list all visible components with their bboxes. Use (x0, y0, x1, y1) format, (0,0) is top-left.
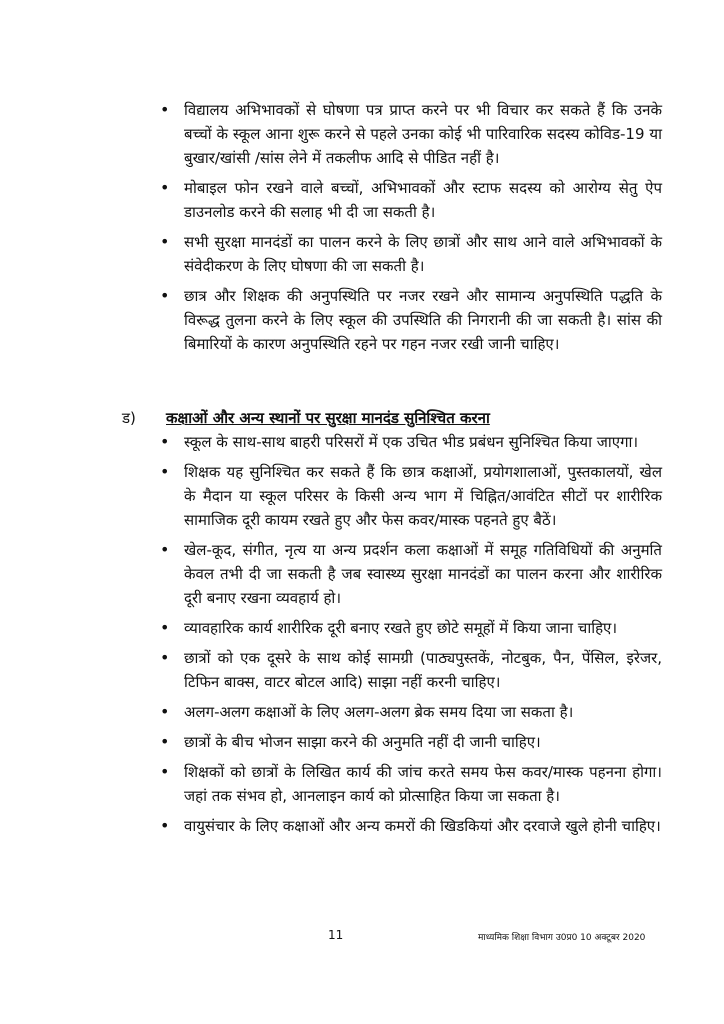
page-number: 11 (328, 928, 344, 942)
list-item: • व्यावहारिक कार्य शारीरिक दूरी बनाए रखते हुए छोटे समूहों में किया जाना चाहिए। (156, 616, 662, 640)
list-item: • विद्यालय अभिभावकों से घोषणा पत्र प्राप्त करने पर भी विचार कर सकते हैं कि उनके बच्चों के स्कूल आना शुरू करने से पहले उनका कोई भी पारिवारिक सदस्य कोविड-19 या बुखार/खांसी /सांस लेने में तकलीफ आदि से पीडित नहीं है। (156, 98, 662, 170)
footer-department: माध्यमिक शिक्षा विभाग उ0प्र0 10 अक्टूबर 2020 (478, 933, 646, 943)
list-item: • वायुसंचार के लिए कक्षाओं और अन्य कमरों की खिडकियां और दरवाजे खुले होनी चाहिए। (156, 814, 662, 838)
list-item: • शिक्षक यह सुनिश्चित कर सकते हैं कि छात्र कक्षाओं, प्रयोगशालाओं, पुस्तकालयों, खेल के मैदान या स्कूल परिसर के किसी अन्य भाग में चिह्नित/आवंटित सीटों पर शारीरिक सामाजिक दूरी कायम रखते हुए और फेस कवर/मास्क पहनते हुए बैठें। (156, 460, 662, 532)
list-item: • खेल-कूद, संगीत, नृत्य या अन्य प्रदर्शन कला कक्षाओं में समूह गतिविधियों की अनुमति केवल तभी दी जा सकती है जब स्वास्थ्य सुरक्षा मानदंडों का पालन करना और शारीरिक दूरी बनाए रखना व्यवहार्य हो। (156, 538, 662, 610)
section-heading: कक्षाओं और अन्य स्थानों पर सुरक्षा मानदंड सुनिश्चित करना (166, 409, 490, 427)
section-marker: ड) (122, 409, 136, 427)
list-item: • स्कूल के साथ-साथ बाहरी परिसरों में एक उचित भीड प्रबंधन सुनिश्चित किया जाएगा। (156, 430, 662, 454)
list-item: • मोबाइल फोन रखने वाले बच्चों, अभिभावकों और स्टाफ सदस्य को आरोग्य सेतु ऐप डाउनलोड करने की सलाह भी दी जा सकती है। (156, 176, 662, 224)
list-item: • छात्र और शिक्षक की अनुपस्थिति पर नजर रखने और सामान्य अनुपस्थिति पद्धति के विरूद्ध तुलना करने के लिए स्कूल की उपस्थिति की निगरानी की जा सकती है। सांस की बिमारियों के कारण अनुपस्थिति रहने पर गहन नजर रखी जानी चाहिए। (156, 284, 662, 356)
guidelines-list-1 (156, 98, 662, 362)
list-item: • छात्रों के बीच भोजन साझा करने की अनुमति नहीं दी जानी चाहिए। (156, 730, 662, 754)
list-item: • सभी सुरक्षा मानदंडों का पालन करने के लिए छात्रों और साथ आने वाले अभिभावकों के संवेदीकरण के लिए घोषणा की जा सकती है। (156, 230, 662, 278)
guidelines-list-2 (156, 430, 662, 844)
list-item: • अलग-अलग कक्षाओं के लिए अलग-अलग ब्रेक समय दिया जा सकता है। (156, 700, 662, 724)
list-item: • शिक्षकों को छात्रों के लिखित कार्य की जांच करते समय फेस कवर/मास्क पहनना होगा। जहां तक संभव हो, आनलाइन कार्य को प्रोत्साहित किया जा सकता है। (156, 760, 662, 808)
list-item: • छात्रों को एक दूसरे के साथ कोई सामग्री (पाठ्यपुस्तकें, नोटबुक, पैन, पेंसिल, इरेजर, टिफिन बाक्स, वाटर बोटल आदि) साझा नहीं करनी चाहिए। (156, 646, 662, 694)
